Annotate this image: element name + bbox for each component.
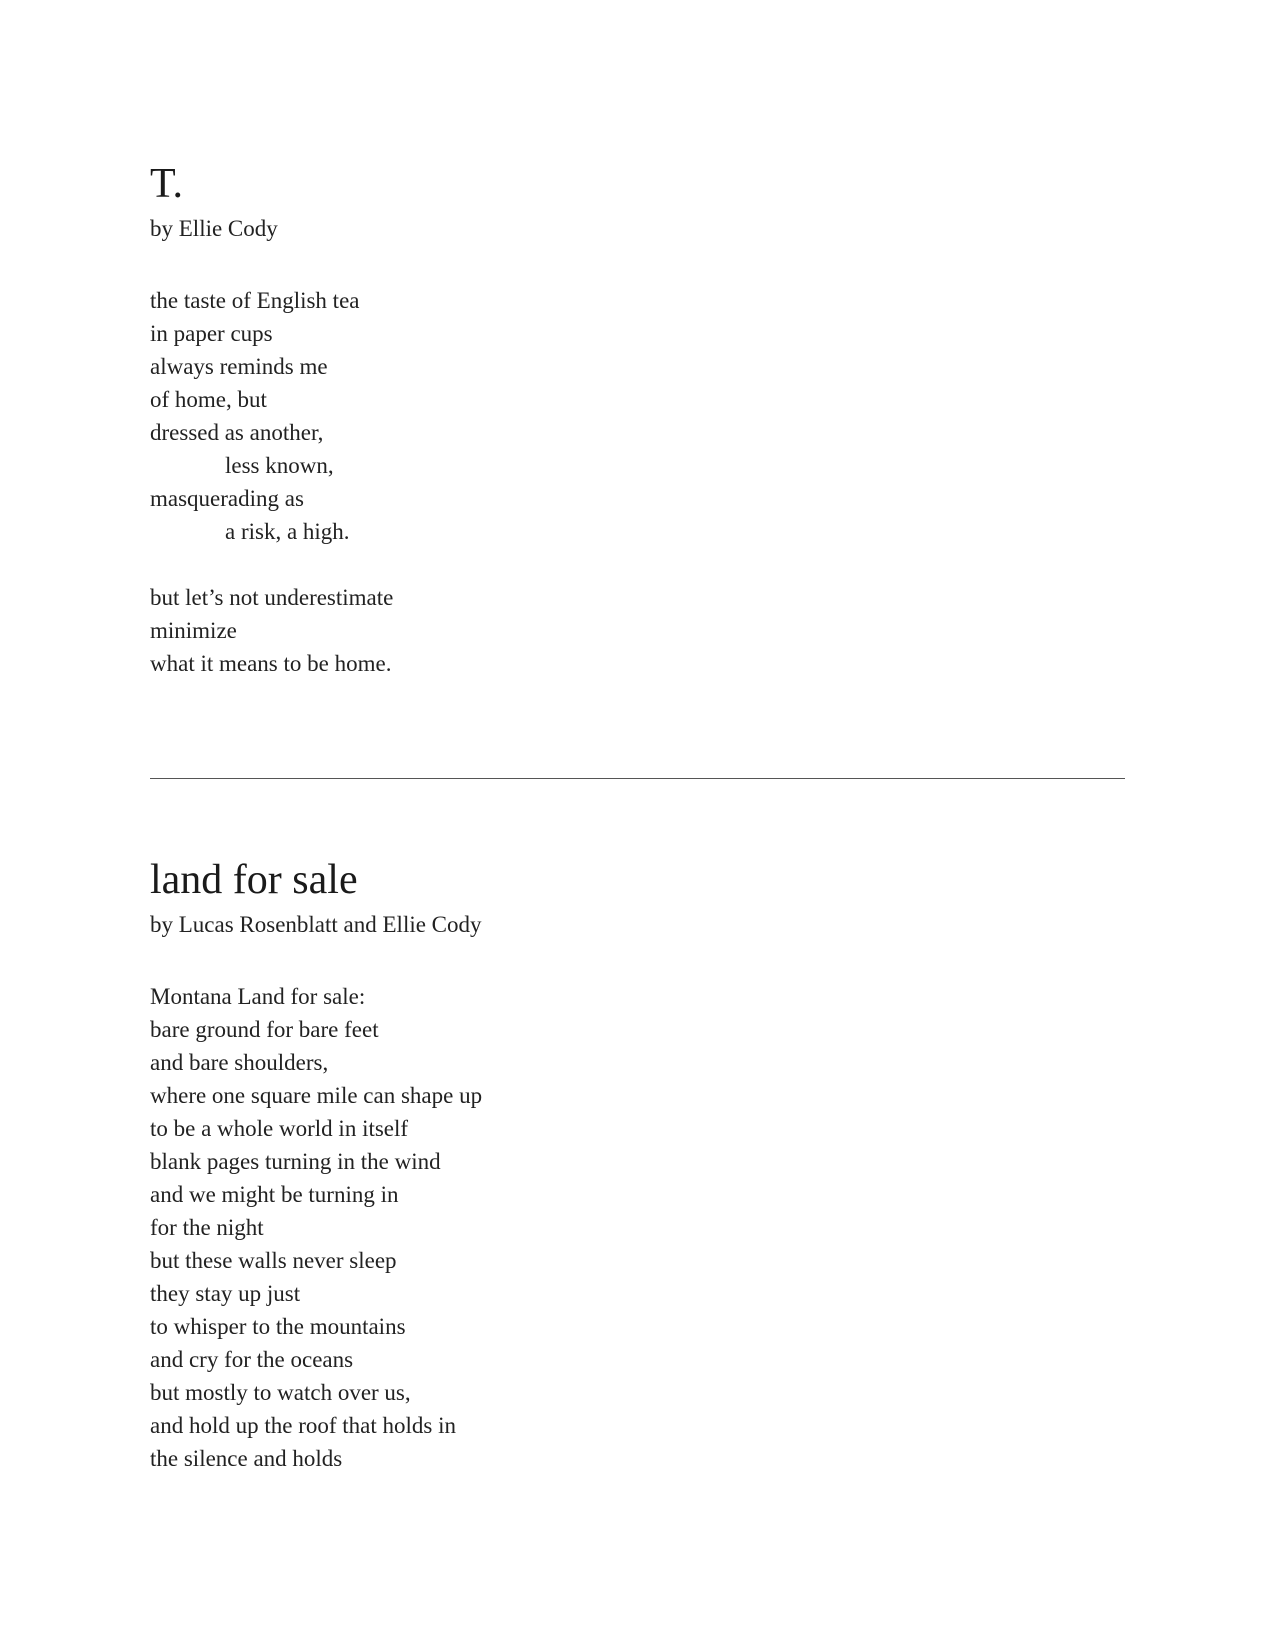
poem-line: in paper cups: [150, 321, 273, 346]
poem-line: masquerading as: [150, 486, 304, 511]
poem-line: and bare shoulders,: [150, 1050, 329, 1075]
poem-byline: by Lucas Rosenblatt and Ellie Cody: [150, 912, 482, 937]
poem-title: T.: [150, 161, 184, 207]
poem-line: of home, but: [150, 387, 267, 412]
poem-line: the taste of English tea: [150, 288, 360, 313]
poem-line: but let’s not underestimate: [150, 585, 394, 610]
poem-t: [150, 158, 393, 680]
poem-line: to whisper to the mountains: [150, 1314, 406, 1339]
poem-line: blank pages turning in the wind: [150, 1149, 441, 1174]
poem-line-indented: a risk, a high.: [225, 519, 350, 544]
poem-byline: by Ellie Cody: [150, 216, 278, 241]
poem-land-for-sale: [150, 854, 482, 1475]
poem-line: they stay up just: [150, 1281, 301, 1306]
poem-line: and we might be turning in: [150, 1182, 399, 1207]
poem-line: and hold up the roof that holds in: [150, 1413, 456, 1438]
poem-line: to be a whole world in itself: [150, 1116, 409, 1141]
poem-line-indented: less known,: [225, 453, 334, 478]
poem-line: the silence and holds: [150, 1446, 343, 1471]
poem-line: bare ground for bare feet: [150, 1017, 379, 1042]
poem-line: but these walls never sleep: [150, 1248, 397, 1273]
poem-line: and cry for the oceans: [150, 1347, 354, 1372]
poem-line: for the night: [150, 1215, 264, 1240]
stanza: [150, 980, 482, 1475]
poem-line: where one square mile can shape up: [150, 1083, 483, 1108]
poem-title: land for sale: [150, 857, 358, 903]
poem-line: what it means to be home.: [150, 651, 392, 676]
poem-line: Montana Land for sale:: [150, 984, 366, 1009]
poem-line: dressed as another,: [150, 420, 324, 445]
stanza: [150, 581, 393, 680]
poem-line: but mostly to watch over us,: [150, 1380, 411, 1405]
poem-line: minimize: [150, 618, 237, 643]
poem-line: always reminds me: [150, 354, 328, 379]
section-divider: [150, 778, 1125, 779]
stanza: [150, 284, 393, 548]
